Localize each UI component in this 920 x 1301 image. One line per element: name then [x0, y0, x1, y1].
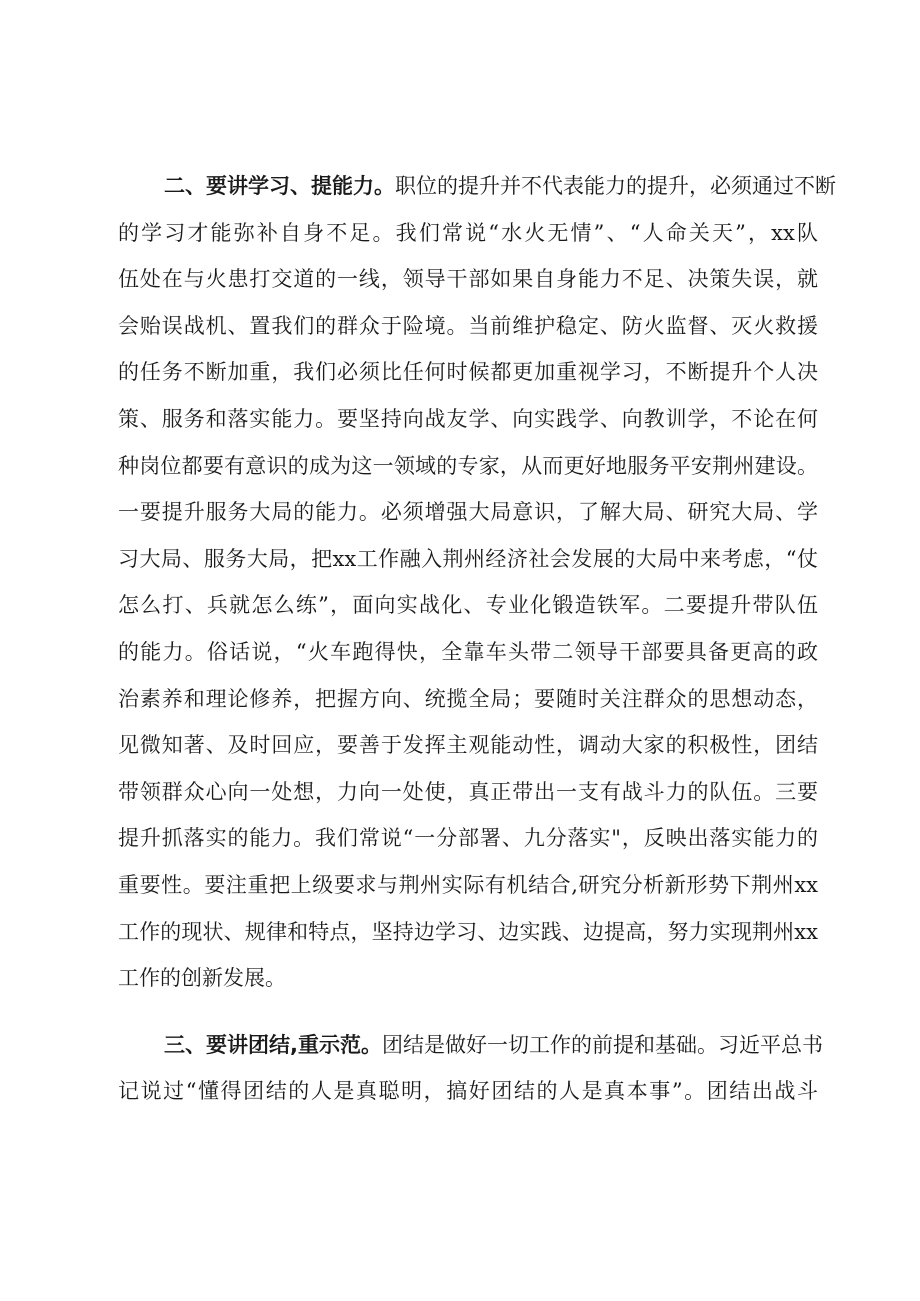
- document-page: [118, 163, 836, 1115]
- paragraph-text: 团结是做好一切工作的前提和基础。习近平总书: [381, 1032, 823, 1057]
- paragraph-line: 策、服务和落实能力。要坚持向战友学、向实践学、向教训学，不论在何: [118, 406, 818, 431]
- paragraph-line: 会贻误战机、置我们的群众于险境。当前维护稳定、防火监督、灭火救援: [118, 313, 818, 338]
- paragraph-line: 怎么打、兵就怎么练”，面向实战化、专业化锻造铁军。二要提升带队伍: [118, 593, 818, 618]
- paragraph-line: 伍处在与火患打交道的一线，领导干部如果自身能力不足、决策失误，就: [118, 267, 818, 292]
- paragraph-line: 重要性。要注重把上级要求与荆州实际有机结合,研究分析新形势下荆州xx: [118, 872, 818, 897]
- section-3-first-line: [118, 1022, 823, 1069]
- paragraph-gap: [118, 1002, 818, 1022]
- paragraph-line: 工作的现状、规律和特点，坚持边学习、边实践、边提高，努力实现荆州xx: [118, 919, 818, 944]
- paragraph-line: 见微知著、及时回应，要善于发挥主观能动性，调动大家的积极性，团结: [118, 733, 818, 758]
- section-2-heading: 二、要讲学习、提能力。: [164, 174, 395, 198]
- paragraph-line: 治素养和理论修养，把握方向、统揽全局；要随时关注群众的思想动态，: [118, 686, 818, 711]
- paragraph-line: 种岗位都要有意识的成为这一领域的专家，从而更好地服务平安荆州建设。: [118, 453, 818, 478]
- paragraph-text: 职位的提升并不代表能力的提升，必须通过不断: [395, 174, 836, 198]
- paragraph-line: 记说过“懂得团结的人是真聪明，搞好团结的人是真本事”。团结出战斗: [118, 1079, 818, 1104]
- section-3-heading: 三、要讲团结,重示范。: [164, 1032, 382, 1057]
- paragraph-line: 的任务不断加重，我们必须比任何时候都更加重视学习，不断提升个人决: [118, 360, 818, 385]
- paragraph-line: 工作的创新发展。: [118, 966, 286, 991]
- paragraph-line: 习大局、服务大局，把xx工作融入荆州经济社会发展的大局中来考虑，“仗: [118, 546, 818, 571]
- paragraph-line: 提升抓落实的能力。我们常说“一分部署、九分落实"，反映出落实能力的: [118, 826, 818, 851]
- paragraph-line: 的能力。俗话说，“火车跑得快，全靠车头带二领导干部要具备更高的政: [118, 639, 818, 664]
- section-2-first-line: [118, 163, 836, 210]
- paragraph-line: 一要提升服务大局的能力。必须增强大局意识，了解大局、研究大局、学: [118, 500, 818, 525]
- paragraph-line: 带领群众心向一处想，力向一处使，真正带出一支有战斗力的队伍。三要: [118, 779, 818, 804]
- paragraph-line: 的学习才能弥补自身不足。我们常说“水火无情”、“人命关天”，xx队: [118, 220, 818, 245]
